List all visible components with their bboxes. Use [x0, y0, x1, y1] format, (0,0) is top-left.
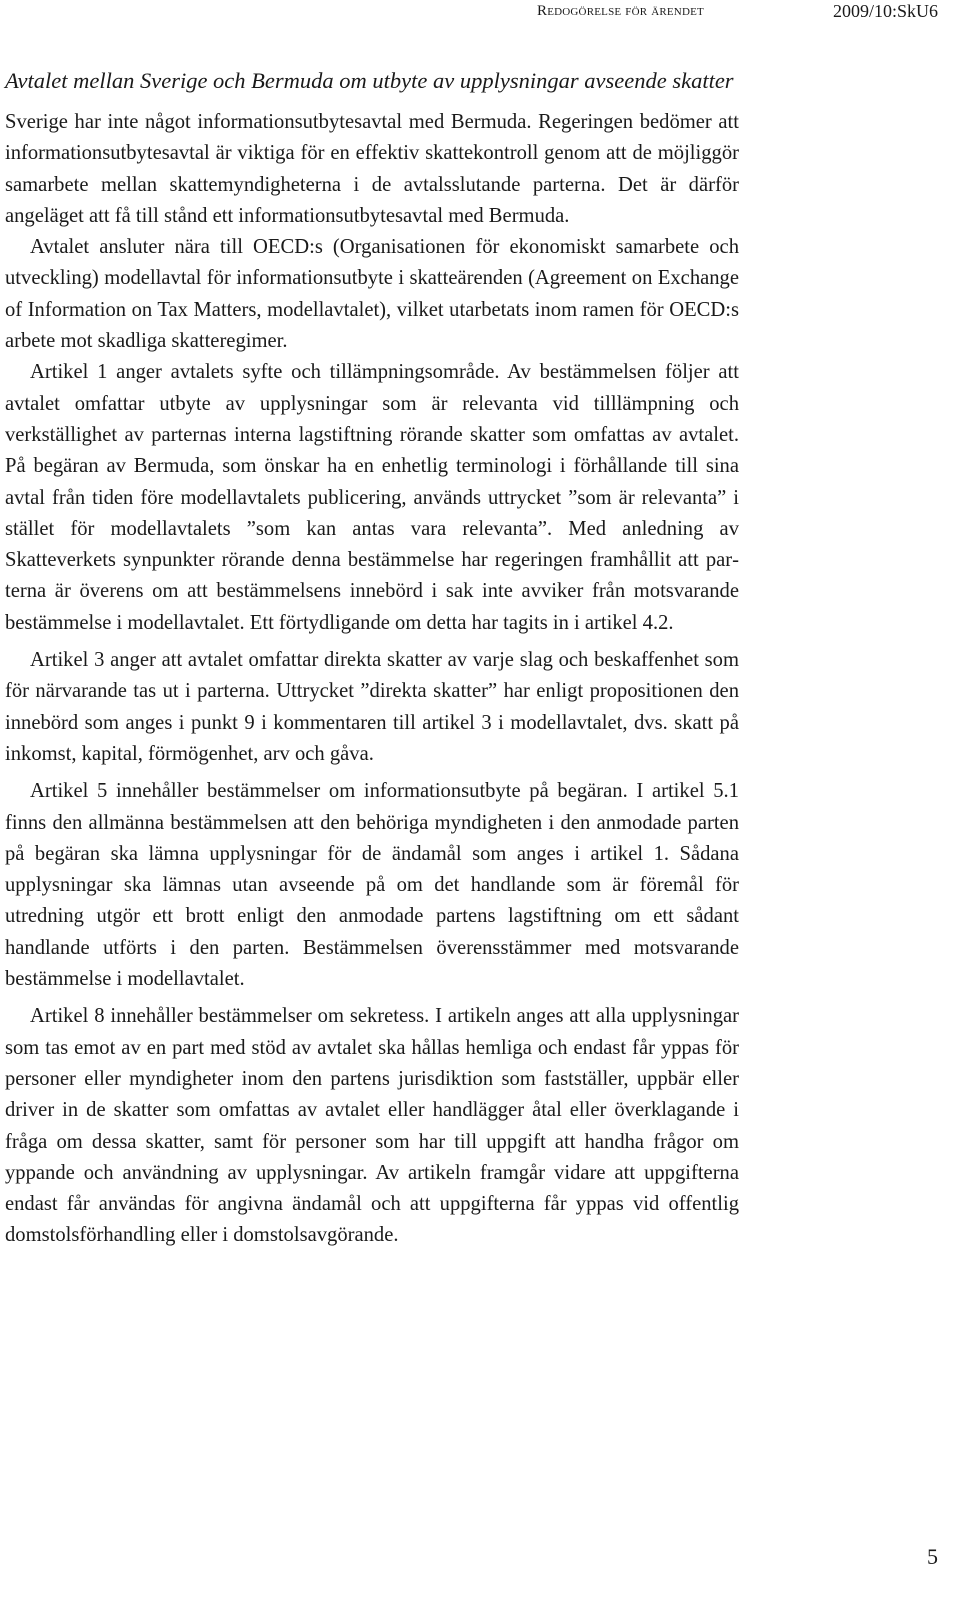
paragraph-intro: Sverige har inte något informationsutbytesavtal med Bermuda. Regeringen bedömer att informationsutbytesavtal är viktiga för en effektiv skattekontroll genom att de möjliggör samarbete mellan skattemyndigheterna i de avtalsslutande parterna. Det är därför angeläget att få till stånd ett informationsutbytesavtal med Bermuda. — [5, 111, 739, 227]
paragraph-artikel-5: Artikel 5 innehåller bestämmelser om informationsutbyte på begäran. I artikel 5.1 finns den allmänna bestämmelsen att den behöriga myndigheten i den anmodade parten på begäran ska lämna upplysningar för de ändamål som anges i artikel 1. Sådana upplysningar ska lämnas utan avseende på om det handlande som är föremål för utredning utgör ett brott enligt den anmodade partens lagstiftning om ett sådant handlande utförts i den parten. Bestämmelsen överensstämmer med motsvarande bestämmelse i modellavtalet. — [5, 780, 739, 991]
paragraph-oecd: Avtalet ansluter nära till OECD:s (Organisationen för ekonomiskt samarbete och utveckling) modellavtal för informationsutbyte i skatteärenden (Agreement on Exchange of Information on Tax Matters, modellavtalet), vilket utarbetats inom ramen för OECD:s arbete mot skadliga skatteregimer. — [5, 236, 739, 353]
running-header-document-id: 2009/10:SkU6 — [832, 1, 938, 21]
paragraph-artikel-1: Artikel 1 anger avtalets syfte och tillämpningsområde. Av bestämmelsen följer att avtalet omfattar utbyte av upplysningar som är relevanta vid tilllämpning och verkställighet av parternas interna lagstiftning rörande skatter som omfattas av avtalet. På begäran av Bermuda, som önskar ha en enhetlig terminologi i förhållande till sina avtal från tiden före modellavtalets publicering, används uttrycket ”som är relevanta” i stället för modellavtalets ”som kan antas vara relevanta”. Med anledning av Skatteverkets synpunkter rörande denna bestämmelse har regeringen framhållit att parterna är överens om att bestämmelsens innebörd i sak inte avviker från motsvarande bestämmelse i modellavtalet. Ett förtydligande om detta har tagits in i artikel 4.2. — [5, 361, 739, 634]
page-number: 5 — [927, 1544, 938, 1569]
section-title: Avtalet mellan Sverige och Bermuda om utbyte av upplysningar avseende skatter — [5, 68, 734, 93]
paragraph-artikel-8: Artikel 8 innehåller bestämmelser om sekretess. I artikeln anges att alla upplysningar som tas emot av en part med stöd av avtalet ska hållas hemliga och endast får yppas för personer eller myndigheter inom den partens jurisdiktion som fastställer, uppbär eller driver in de skatter som omfattas av avtalet eller handlägger åtal eller överklagande i fråga om dessa skatter, samt för personer som har till uppgift att handha frågor om yppande och användning av upplysningar. Av artikeln framgår vidare att uppgifterna endast får användas för angivna ändamål och att uppgifterna får yppas vid offentlig domstolsförhandling eller i domstolsavgörande. — [5, 1005, 739, 1247]
running-header-report-type: Redogörelse för ärendet — [537, 3, 704, 19]
paragraph-artikel-3: Artikel 3 anger att avtalet omfattar direkta skatter av varje slag och beskaffenhet som för närvarande tas ut i parterna. Uttrycket ”direkta skatter” har enligt propositionen den innebörd som anges i punkt 9 i kommentaren till artikel 3 i modellavtalet, dvs. skatt på inkomst, kapital, förmögenhet, arv och gåva. — [5, 649, 739, 765]
document-body — [5, 65, 739, 1252]
